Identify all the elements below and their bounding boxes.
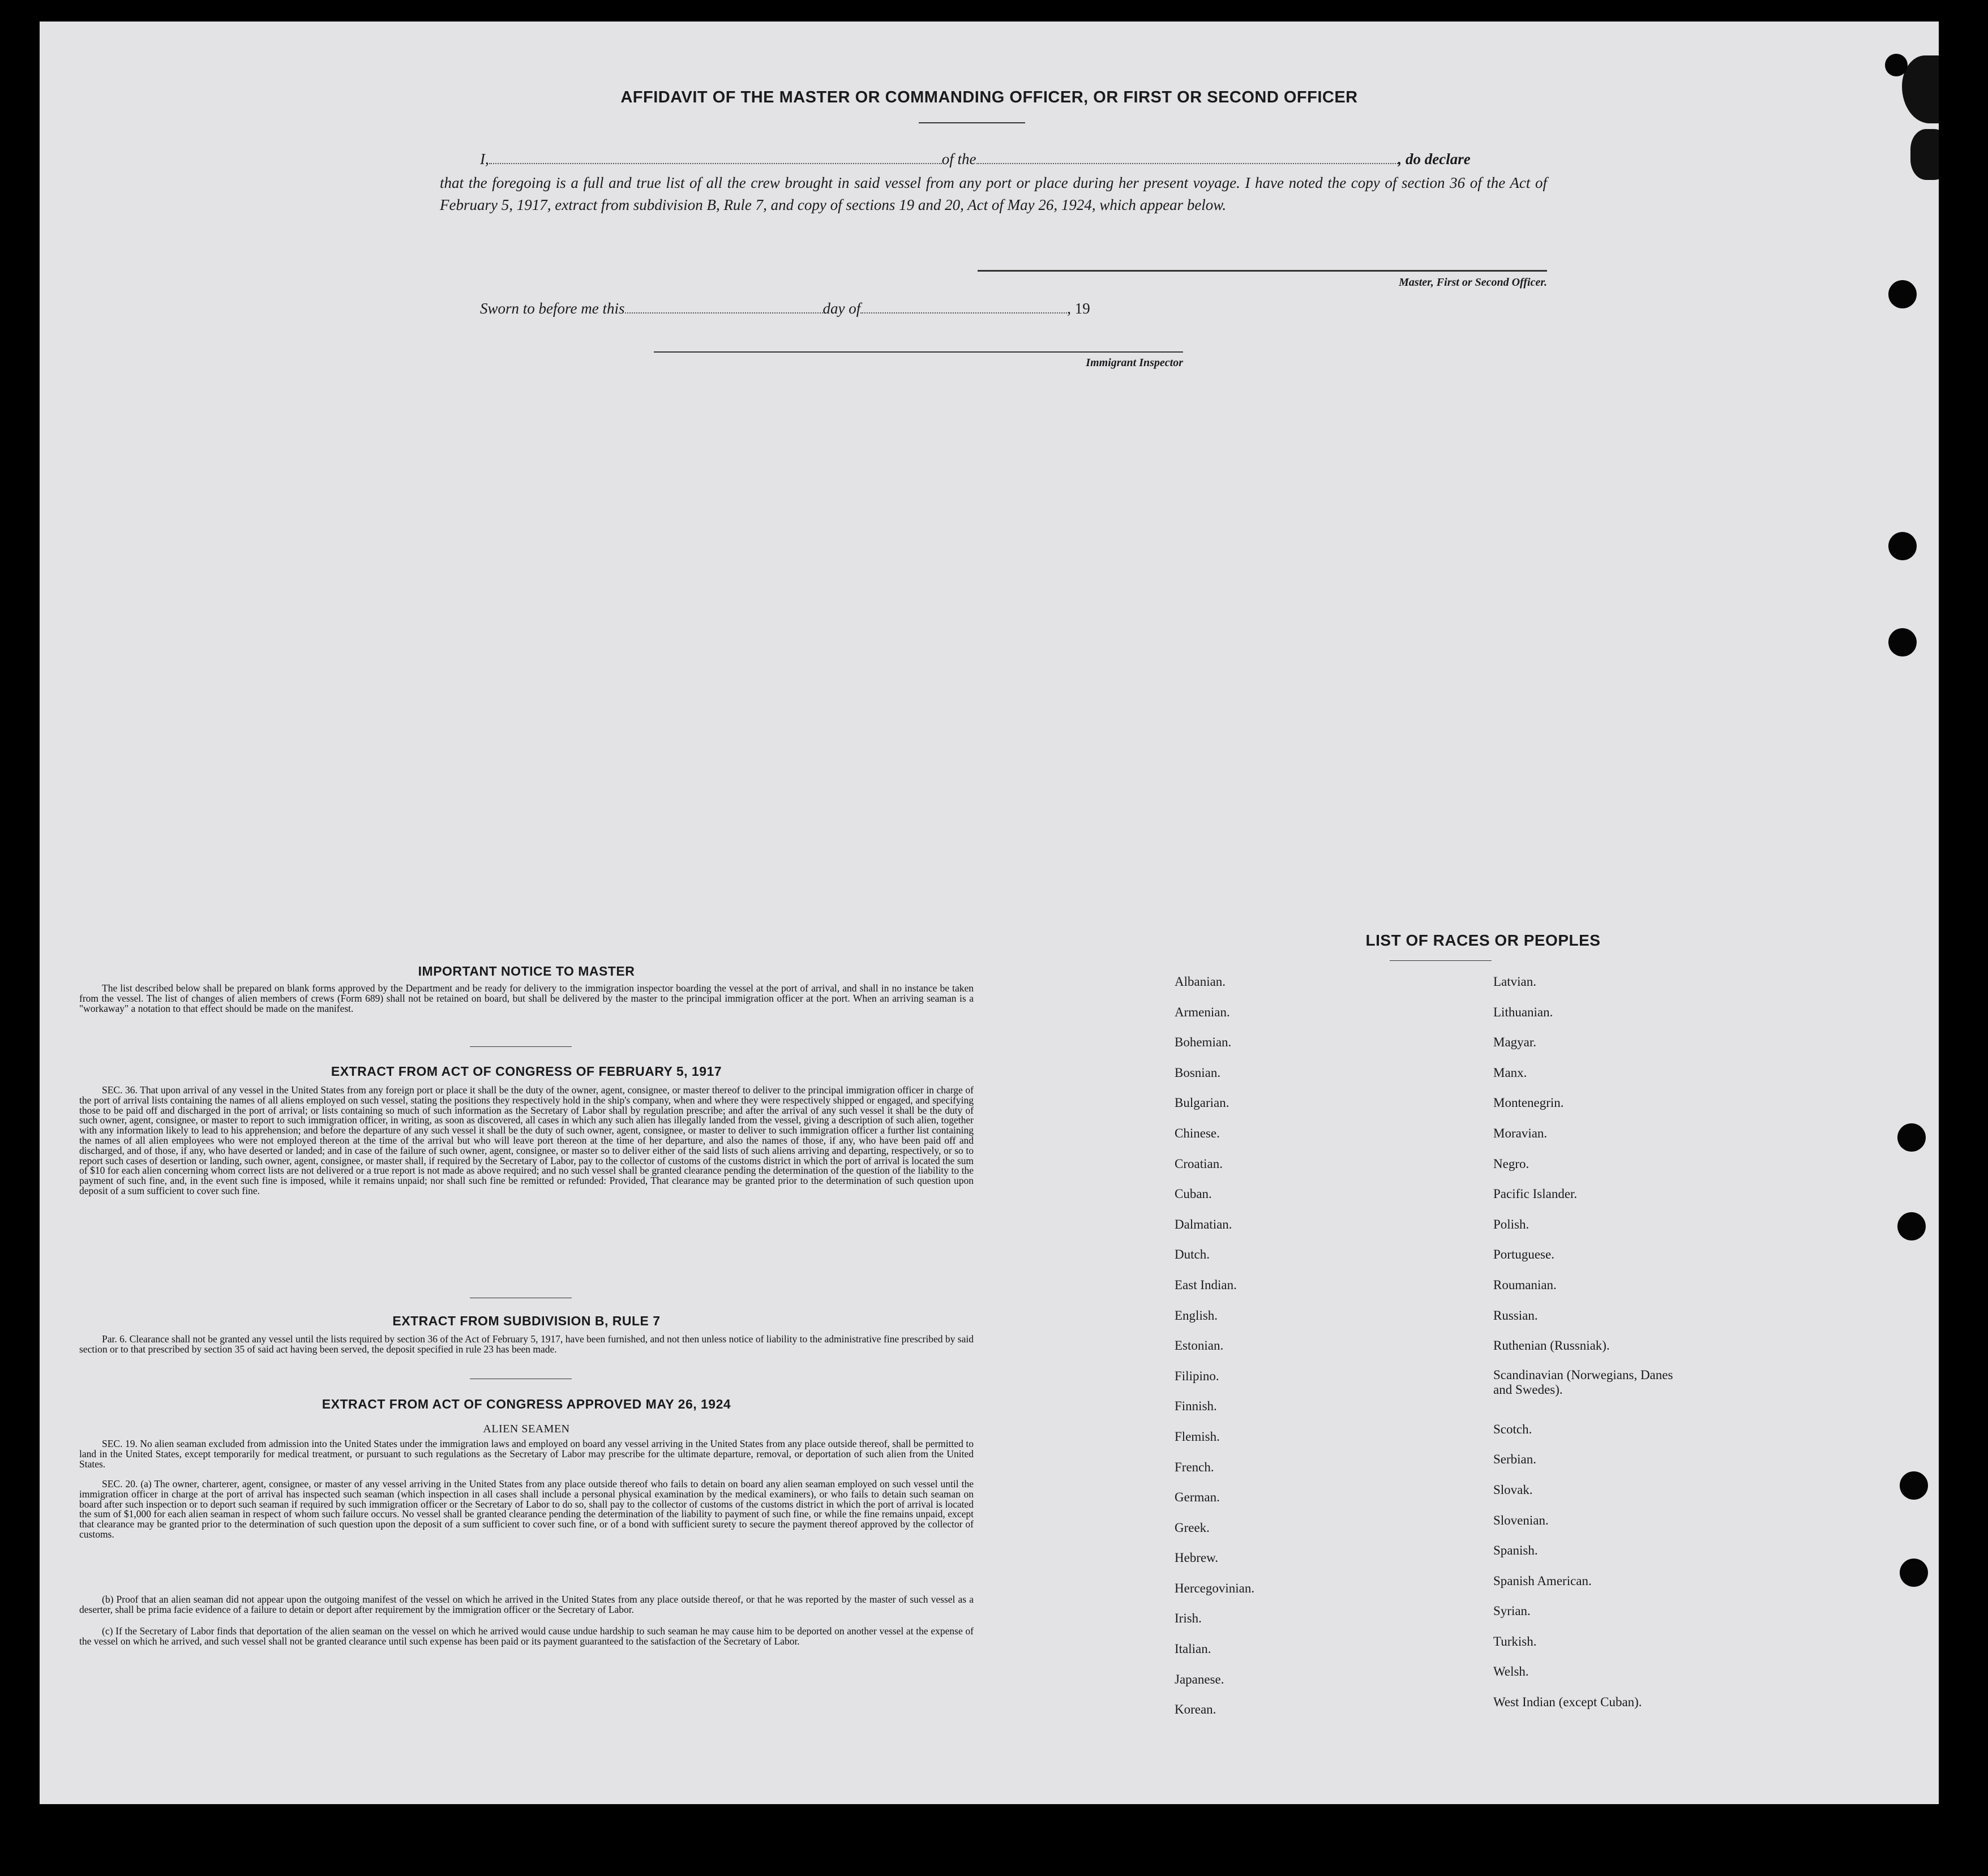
extract-1924-sec20c: (c) If the Secretary of Labor finds that deportation of the alien seaman on the vessel on which he arrived would cause undue hardship to such seaman he may cause him to be deported on another vessel at the expense of the vessel on which he arrived, and such vessel shall not be granted clearance until such expense has been paid or its payment guaranteed to the satisfaction of the Secretary of Labor. (79, 1625, 974, 1647)
races-divider (1390, 960, 1492, 961)
race-item: Welsh. (1493, 1664, 1529, 1679)
sworn-line (480, 299, 1216, 317)
race-item: East Indian. (1175, 1277, 1237, 1292)
extract-1924-subheading: ALIEN SEAMEN (483, 1423, 570, 1435)
race-item: Japanese. (1175, 1672, 1224, 1686)
sworn-day-field[interactable] (625, 299, 823, 314)
race-item: Flemish. (1175, 1429, 1220, 1444)
race-item: German. (1175, 1490, 1220, 1505)
race-item: Serbian. (1493, 1452, 1537, 1467)
punch-hole (1900, 1559, 1928, 1587)
inspector-signature-line[interactable] (654, 351, 1183, 353)
race-item: Magyar. (1493, 1035, 1537, 1050)
race-item: Dalmatian. (1175, 1217, 1232, 1231)
race-item: Slovak. (1493, 1482, 1533, 1497)
races-left-column (1175, 973, 1492, 1732)
race-item: West Indian (except Cuban). (1493, 1695, 1642, 1710)
race-item: Italian. (1175, 1642, 1211, 1656)
punch-hole (1888, 532, 1917, 560)
affidavit-i-label: I, (480, 151, 489, 168)
race-item: Irish. (1175, 1611, 1202, 1626)
race-item: Scotch. (1493, 1422, 1532, 1436)
sworn-month-field[interactable] (860, 299, 1067, 314)
race-item: French. (1175, 1459, 1214, 1474)
race-item: Pacific Islander. (1493, 1187, 1578, 1201)
affidavit-declaration-line (480, 149, 1547, 168)
race-item: Dutch. (1175, 1247, 1210, 1262)
notice-text: The list described below shall be prepared on blank forms approved by the Department and be ready for delivery to the immigration inspector boarding the vessel at the port of arrival, and shall in no instance be taken from the vessel. The list of changes of alien members of crews (Form 689) shall not be retained on board, but shall be delivered by the master to the principal immigration officer at the port. When an arriving seaman is a "workaway" a notation to that effect should be made on the manifest. (79, 982, 974, 1014)
race-item: Croatian. (1175, 1156, 1223, 1171)
race-item: Finnish. (1175, 1399, 1217, 1414)
race-item: Russian. (1493, 1308, 1538, 1323)
race-item: Hebrew. (1175, 1551, 1219, 1565)
race-item: Montenegrin. (1493, 1096, 1564, 1110)
race-item: Scandinavian (Norwegians, Danes and Swedes). (1493, 1367, 1673, 1397)
race-item: Greek. (1175, 1520, 1210, 1535)
punch-hole (1888, 280, 1917, 308)
race-item: Polish. (1493, 1217, 1529, 1231)
affidavit-of-the-label: of the (941, 151, 976, 168)
inspector-signature-label: Immigrant Inspector (1086, 357, 1183, 369)
race-item: Syrian. (1493, 1604, 1531, 1619)
race-item: Turkish. (1493, 1634, 1537, 1649)
master-signature-label: Master, First or Second Officer. (1399, 276, 1547, 289)
races-right-column (1493, 973, 1810, 1724)
notice-heading: IMPORTANT NOTICE TO MASTER (418, 964, 635, 978)
punch-hole (1897, 1212, 1926, 1240)
race-item: Korean. (1175, 1702, 1216, 1717)
race-item: Latvian. (1493, 975, 1536, 989)
extract-rule7-text: Par. 6. Clearance shall not be granted any vessel until the lists required by section 36 of the Act of February 5, 1917, have been furnished, and not then unless notice of liability to the administrative fine prescribed by said section or to that prescribed by section 35 of said act having been served, the deposit specified in rule 23 has been made. (79, 1333, 974, 1355)
page-damage-mark (1910, 129, 1939, 180)
extract-1924-sec20a: SEC. 20. (a) The owner, charterer, agent, consignee, or master of any vessel arriving in the United States from any place outside thereof who fails to detain on board any alien seaman employed on such vessel until the immigration officer in charge at the port of arrival has inspected such seaman (which inspection in all cases shall include a personal physical examination by the medical examiners), or who fails to detain such seaman on board after such inspection or to deport such seaman if required by such immigration officer or the Secretary of Labor to do so, shall pay to the collector of customs of the customs district in which the port of arrival is located the sum of $1,000 for each alien seaman in respect of whom such failure occurs. No vessel shall be granted clearance pending the determination of the liability to payment of such fine, or while the fine remains unpaid, except that clearance may be granted prior to the determination of such question upon the deposit of a sum sufficient to cover such fine, or of a bond with sufficient surety to secure the payment thereof approved by the collector of customs. (79, 1478, 974, 1540)
form-page (40, 22, 1939, 1804)
race-item: Hercegovinian. (1175, 1581, 1255, 1595)
race-item: Estonian. (1175, 1338, 1224, 1353)
race-item: Roumanian. (1493, 1277, 1557, 1292)
race-item: English. (1175, 1308, 1218, 1323)
race-item: Albanian. (1175, 975, 1226, 989)
sworn-day-of-label: day of (822, 300, 861, 317)
affidavit-title: AFFIDAVIT OF THE MASTER OR COMMANDING OFFICER, OR FIRST OR SECOND OFFICER (620, 88, 1358, 106)
extract-1924-sec19: SEC. 19. No alien seaman excluded from admission into the United States under the immigration laws and employed on board any vessel arriving in the United States from any place outside thereof, shall be permitted to land in the United States, except temporarily for medical treatment, or pursuant to such regulations as the Secretary of Labor may prescribe for the ultimate departure, removal, or deportation of such alien from the United States. (79, 1438, 974, 1470)
race-item: Spanish. (1493, 1543, 1538, 1558)
race-item: Filipino. (1175, 1368, 1219, 1383)
race-item: Bosnian. (1175, 1065, 1221, 1080)
sworn-prefix: Sworn to before me this (480, 300, 625, 317)
race-item: Bohemian. (1175, 1035, 1232, 1050)
race-item: Ruthenian (Russniak). (1493, 1338, 1610, 1353)
extract-rule7-heading: EXTRACT FROM SUBDIVISION B, RULE 7 (392, 1313, 661, 1328)
punch-hole (1900, 1471, 1928, 1500)
race-item: Moravian. (1493, 1126, 1548, 1140)
declarant-name-field[interactable] (489, 149, 942, 164)
race-item: Bulgarian. (1175, 1096, 1229, 1110)
master-signature-line[interactable] (978, 270, 1547, 272)
race-item: Portuguese. (1493, 1247, 1554, 1262)
title-divider (919, 122, 1025, 123)
race-item: Chinese. (1175, 1126, 1220, 1140)
race-item: Spanish American. (1493, 1573, 1592, 1588)
punch-hole (1888, 628, 1917, 656)
sworn-year-label: , 19 (1067, 300, 1090, 317)
race-item: Lithuanian. (1493, 1004, 1553, 1019)
race-item: Cuban. (1175, 1187, 1212, 1201)
extract-1924-heading: EXTRACT FROM ACT OF CONGRESS APPROVED MAY 26, 1924 (322, 1397, 731, 1411)
race-item: Armenian. (1175, 1004, 1230, 1019)
punch-hole (1897, 1123, 1926, 1152)
extract-1917-text: SEC. 36. That upon arrival of any vessel in the United States from any foreign port or place it shall be the duty of the owner, agent, consignee, or master thereof to deliver to the principal immigration officer in charge of the port of arrival lists containing the names of all aliens employed on such vessel, stating the positions they respectively hold in the ship's company, when and where they were respectively shipped or engaged, and specifying those to be paid off and discharged in the port of arrival; or lists containing so much of such information as the Secretary of Labor shall by regulation prescribe; and after the arrival of any such vessel it shall be the duty of such owner, agent, consignee, or master to report to such immigration officer, in writing, as soon as discovered, all cases in which any such alien has illegally landed from the vessel, giving a description of such alien, together with any information likely to lead to his apprehension; and before the departure of any such vessel it shall be the duty of such owner, agent, consignee, or master to deliver to such immigration officer a further list containing the names of all alien employees who were not employed thereon at the time of the arrival but who will leave port thereon at the time of her departure, and also the names of those, if any, who have been paid off and discharged, and of those, if any, who have deserted or landed; and in case of the failure of such owner, agent, consignee, or master so to deliver either of the said lists of such aliens arriving and departing, respectively, or so to report such cases of desertion or landing, such owner, agent, consignee, or master shall, if required by the Secretary of Labor, pay to the collector of customs of the customs district in which the port of arrival is located the sum of $10 for each alien concerning whom correct lists are not delivered or a true report is not made as above required; and no such vessel shall be granted clearance pending the determination of the question of the liability to the payment of such fine, and, in the event such fine is imposed, while it remains unpaid; nor shall such fine be remitted or refunded: Provided, That clearance may be granted prior to the determination of such question upon deposit of a sum sufficient to cover such fine. (79, 1084, 974, 1196)
notice-divider (470, 1046, 572, 1047)
race-item: Negro. (1493, 1156, 1529, 1171)
punch-hole (1885, 54, 1908, 76)
extract-1924-sec20b: (b) Proof that an alien seaman did not appear upon the outgoing manifest of the vessel on which he arrived in the United States from any place outside thereof, or that he was reported by the master of such vessel as a deserter, shall be prima facie evidence of a failure to detain or deport after requirement by the immigration officer or the Secretary of Labor. (79, 1594, 974, 1615)
extract-1917-heading: EXTRACT FROM ACT OF CONGRESS OF FEBRUARY 5, 1917 (331, 1064, 722, 1079)
race-item: Manx. (1493, 1065, 1527, 1080)
race-item: Slovenian. (1493, 1513, 1549, 1527)
affidavit-declare-label: , do declare (1398, 151, 1471, 168)
affidavit-body: that the foregoing is a full and true list of all the crew brought in said vessel from any port or place during her present voyage. I have noted the copy of section 36 of the Act of February 5, 1917, extract from subdivision B, Rule 7, and copy of sections 19 and 20, Act of May 26, 1924, which appear below. (440, 174, 1547, 213)
vessel-name-field[interactable] (976, 149, 1398, 164)
races-title: LIST OF RACES OR PEOPLES (1365, 931, 1601, 949)
